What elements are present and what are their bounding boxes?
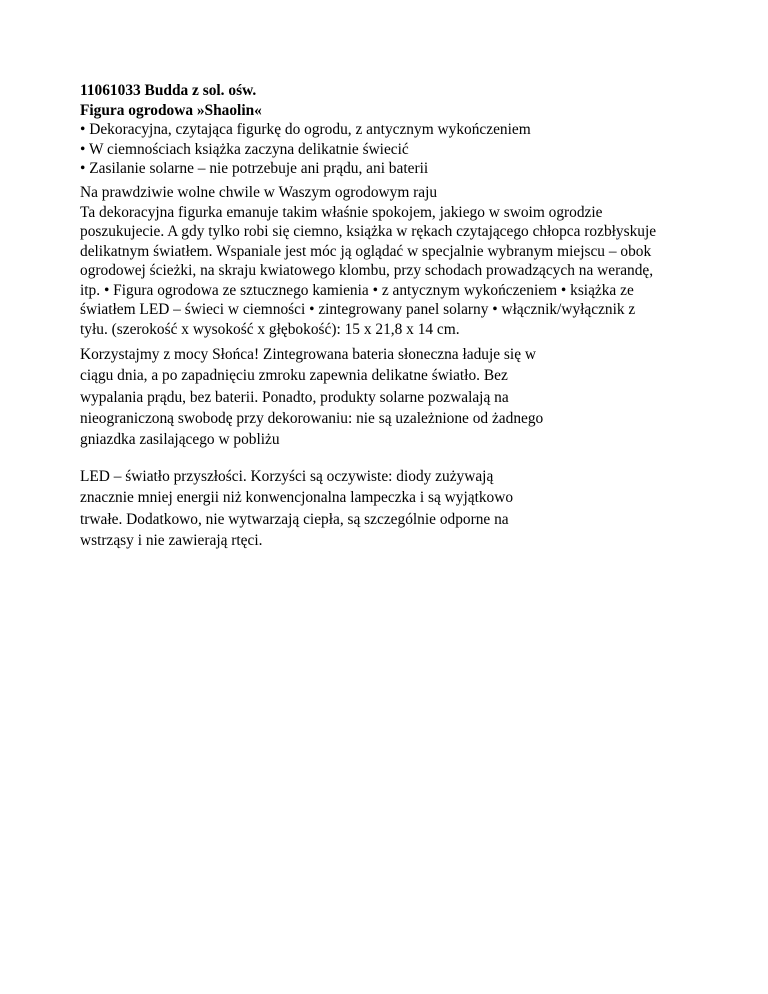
solar-line: Korzystajmy z mocy Słońca! Zintegrowana bateria słoneczna ładuje się w (80, 346, 536, 363)
feature-bullet: • W ciemnościach książka zaczyna delikatnie świecić (80, 140, 409, 158)
feature-bullet: • Dekoracyjna, czytająca figurkę do ogrodu, z antycznym wykończeniem (80, 121, 531, 138)
description-line: Na prawdziwie wolne chwile w Waszym ogrodowym raju (80, 184, 438, 201)
product-code-line: 11061033 Budda z sol. ośw. (80, 82, 257, 99)
product-header (80, 81, 531, 179)
description-line: Ta dekoracyjna figurka emanuje takim właśnie spokojem, jakiego w swoim ogrodzie (80, 203, 603, 221)
description-line: poszukujecie. A gdy tylko robi się ciemno, książka w rękach czytającego chłopca rozbłyskuje (80, 223, 657, 240)
solar-paragraph (80, 344, 543, 450)
description-line: itp. • Figura ogrodowa ze sztucznego kamienia • z antycznym wykończeniem • książka ze (80, 281, 634, 299)
led-line: wstrząsy i nie zawierają rtęci. (80, 531, 263, 549)
solar-line: gniazdka zasilającego w pobliżu (80, 431, 280, 449)
led-paragraph (80, 466, 513, 551)
led-line: znacznie mniej energii niż konwencjonalna lampeczka i są wyjątkowo (80, 489, 514, 507)
description-line: tyłu. (szerokość x wysokość x głębokość): 15 x 21,8 x 14 cm. (80, 320, 460, 338)
description-paragraph (80, 183, 656, 339)
feature-bullet: • Zasilanie solarne – nie potrzebuje ani prądu, ani baterii (80, 160, 429, 177)
solar-line: nieograniczoną swobodę przy dekorowaniu: nie są uzależnione od żadnego (80, 409, 544, 427)
led-line: trwałe. Dodatkowo, nie wytwarzają ciepła, są szczególnie odporne na (80, 510, 509, 528)
solar-line: ciągu dnia, a po zapadnięciu zmroku zapewnia delikatne światło. Bez (80, 367, 508, 385)
product-title: Figura ogrodowa »Shaolin« (80, 101, 262, 119)
led-line: LED – światło przyszłości. Korzyści są oczywiste: diody zużywają (80, 468, 494, 485)
description-line: ogrodowej ścieżki, na skraju kwiatowego klombu, przy schodach prowadzących na werandę, (80, 262, 654, 279)
description-line: światłem LED – świeci w ciemności • zintegrowany panel solarny • włącznik/wyłącznik z (80, 301, 636, 318)
solar-line: wypalania prądu, bez baterii. Ponadto, produkty solarne pozwalają na (80, 388, 509, 406)
description-line: delikatnym światłem. Wspaniale jest móc ją oglądać w specjalnie wybranym miejscu – obok (80, 242, 652, 260)
